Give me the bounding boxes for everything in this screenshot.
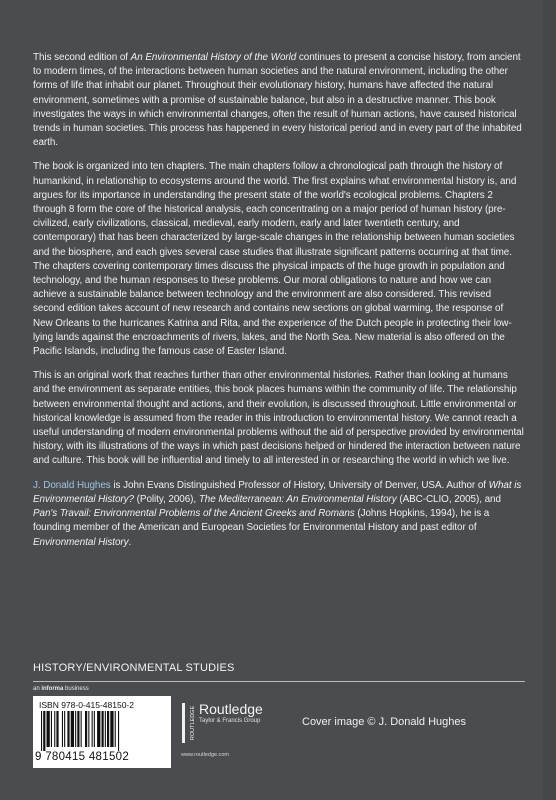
informa-suffix: business <box>63 686 89 692</box>
author-book-title: Pan's Travail: Environmental Problems of the Ancient Greeks and Romans <box>33 508 355 520</box>
author-name: J. Donald Hughes <box>33 479 111 491</box>
blurb-p1-intro: This second edition of <box>33 52 131 63</box>
blurb-p1-rest: continues to present a concise history, from ancient to modern times, of the interactions between human societies and the natural environment, including the other forms of life that inhabit our planet. Throughout their evolutionary history, humans have affected the natural environment, sometimes with a promise of sustainable balance, but also in a destructive manner. This book investigates the ways in which environmental changes, often the result of human actions, have caused historical trends in human societies. This process has happened in every historical period and in every part of the inhabited earth. <box>33 52 522 149</box>
routledge-logo <box>181 697 271 757</box>
author-bio-text: . <box>128 536 132 548</box>
routledge-spine-icon <box>181 703 197 743</box>
barcode-box <box>33 696 171 768</box>
author-book-title: Environmental History <box>33 536 129 548</box>
author-bio-text: is John Evans Distinguished Professor of History, University of Denver, USA. Author of <box>110 479 489 491</box>
author-bio-text: (ABC-CLIO, 2005), and <box>396 493 501 505</box>
author-bio <box>33 479 525 550</box>
blurb-paragraph-3: This is an original work that reaches further than other environmental histories. Rather than looking at humans and the environment as separate entities, this book places humans within the community of life. The relationship between environmental thought and actions, and their evolution, is discussed throughout. Little environmental or historical knowledge is assumed from the reader in this introduction to environmental history. We cannot reach a useful understanding of modern environmental problems without the aid of perspective provided by environmental history, with its illustrations of the ways in which past decisions helped or hindered the interaction between nature and culture. This book will be influential and timely to all interested in or researching the world in which we live. <box>33 370 524 467</box>
informa-prefix: an <box>33 686 42 692</box>
informa-brand: informa <box>41 686 64 692</box>
blurb-paragraph-1 <box>33 51 525 150</box>
cover-image-credit: Cover image © J. Donald Hughes <box>302 716 467 728</box>
isbn-text: ISBN 978-0-415-48150-2 <box>39 700 134 710</box>
publisher-group: Taylor & Francis Group <box>199 718 261 724</box>
subject-category: HISTORY/ENVIRONMENTAL STUDIES <box>33 662 235 674</box>
author-book-title: What is Environmental History? <box>33 479 522 505</box>
publisher-name: Routledge <box>199 701 263 717</box>
author-bio-text: (Johns Hopkins, 1994), he is a founding member of the American and European Societies for Environmental History and past editor of <box>33 508 490 534</box>
author-book-title: The Mediterranean: An Environmental History <box>198 493 397 505</box>
back-cover-text <box>33 51 525 560</box>
publisher-url: www.routledge.com <box>181 752 229 758</box>
barcode-icon <box>39 711 165 751</box>
book-title-italic: An Environmental History of the World <box>130 52 297 63</box>
divider <box>33 681 525 682</box>
author-bio-text: (Polity, 2006), <box>133 493 199 505</box>
barcode-digits: 9 780415 481502 <box>35 751 130 763</box>
informa-business-mark <box>33 686 89 692</box>
routledge-spine-text: ROUTLEDGE <box>190 705 196 741</box>
page-edge <box>543 0 556 800</box>
blurb-paragraph-2: The book is organized into ten chapters. The main chapters follow a chronological path through the history of humankind, in relationship to ecosystems around the world. The first explains what environmental history is, and argues for its importance in understanding the present state of the world's ecological problems. Chapters 2 through 8 form the core of the historical analysis, each concentrating on a major period of human history (pre-civilized, early civilizations, classical, medieval, early modern, early and later twentieth century, and contemporary) that has been characterized by large-scale changes in the relationship between human societies and the biosphere, and each gives several case studies that illustrate significant patterns occurring at that time. The chapters covering contemporary times discuss the physical impacts of the huge growth in population and technology, and the human responses to these problems. Our moral obligations to nature and how we can achieve a sustainable balance between technology and the environment are also considered. This revised second edition takes account of new research and contains new sections on global warming, the response of New Orleans to the hurricanes Katrina and Rita, and the experience of the Dutch people in protecting their low-lying lands against the encroachments of rivers, lakes, and the North Sea. New material is also offered on the Pacific Islands, including the famous case of Easter Island. <box>33 161 517 358</box>
